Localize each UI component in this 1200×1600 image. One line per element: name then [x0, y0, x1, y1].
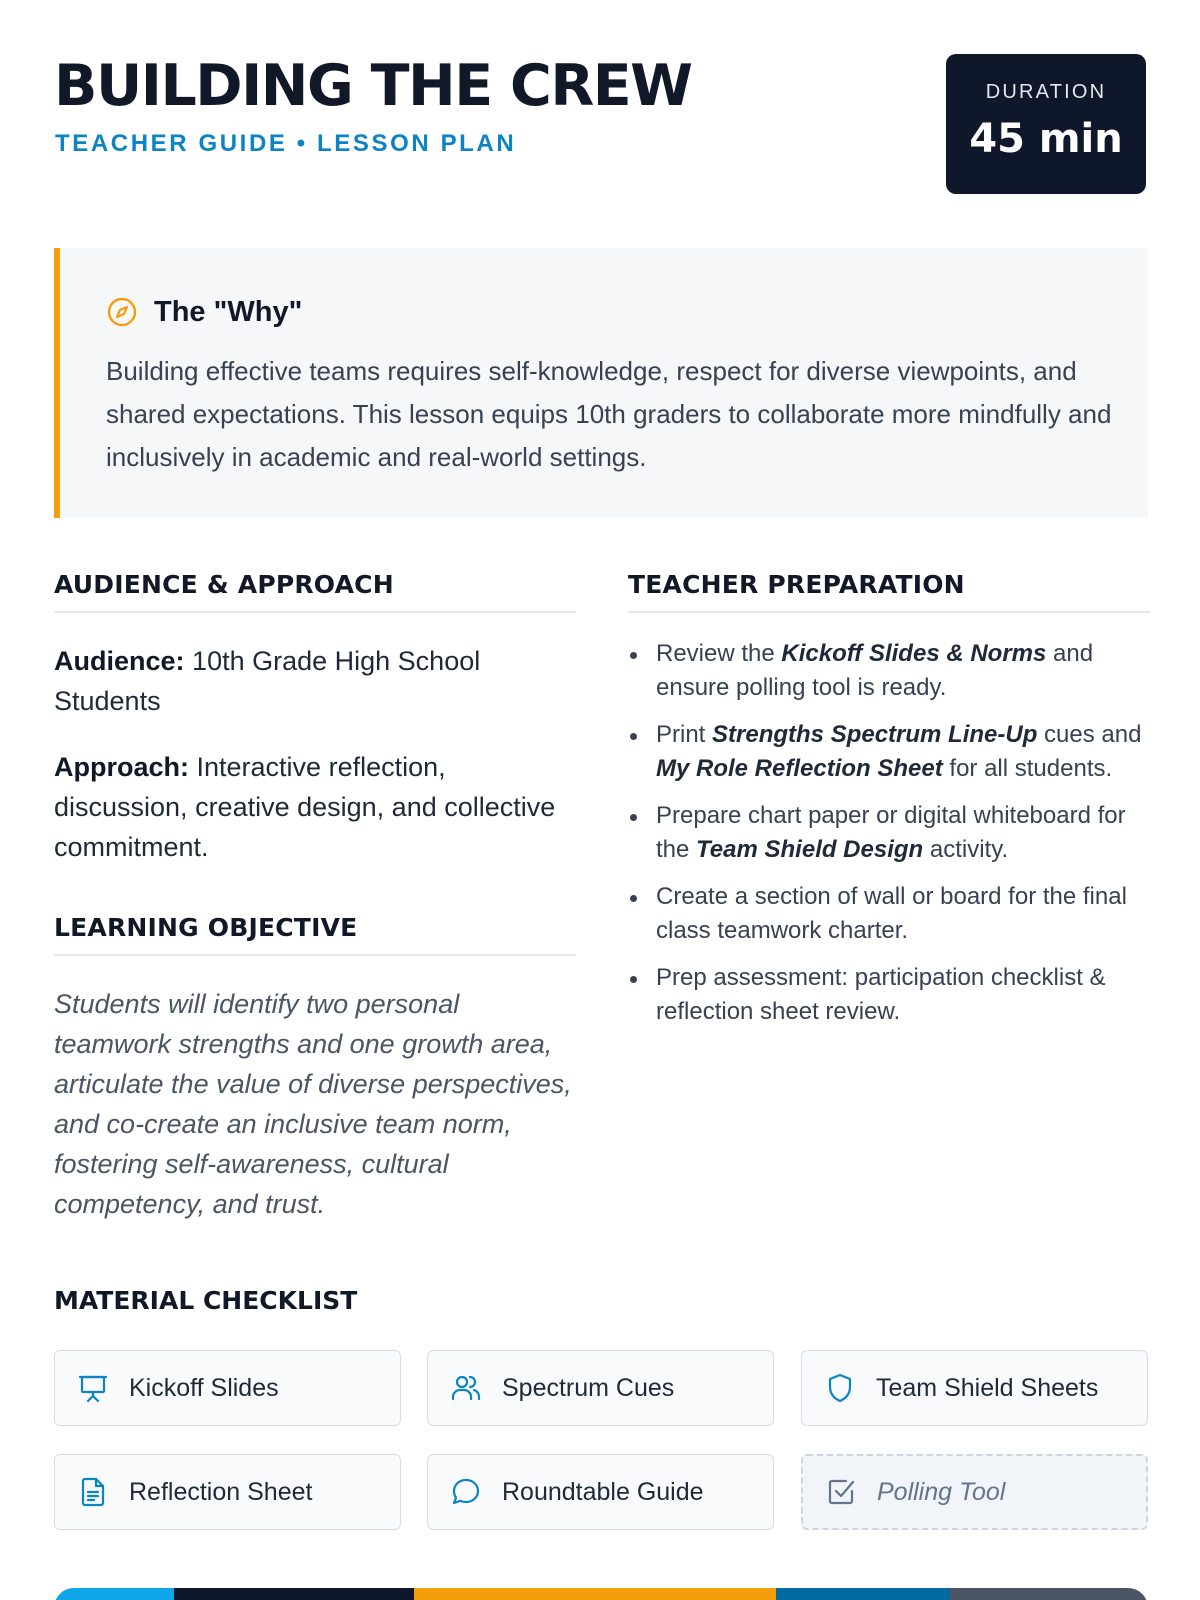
objective-heading: LEARNING OBJECTIVE: [54, 913, 576, 956]
list-item: Create a section of wall or board for the final class teamwork charter.: [628, 880, 1150, 948]
footer-color-bar: [54, 1588, 1148, 1600]
footer-bar-segment: [950, 1588, 1148, 1600]
why-heading: [106, 292, 302, 332]
footer-bar-segment: [776, 1588, 950, 1600]
material-label: Spectrum Cues: [502, 1373, 675, 1402]
approach-value: Interactive reflection, discussion, creative design, and collective commitment.: [54, 752, 556, 862]
material-spectrum-cues[interactable]: [427, 1350, 774, 1426]
why-title: The "Why": [154, 295, 303, 328]
material-reflection-sheet[interactable]: [54, 1454, 401, 1530]
material-label: Reflection Sheet: [129, 1477, 313, 1506]
approach-label: Approach:: [54, 752, 189, 782]
list-item: Prepare chart paper or digital whiteboard for the Team Shield Design activity.: [628, 799, 1150, 867]
checkbox-icon: [825, 1476, 857, 1508]
materials-heading: MATERIAL CHECKLIST: [54, 1286, 358, 1315]
material-label: Roundtable Guide: [502, 1477, 704, 1506]
material-label: Team Shield Sheets: [876, 1373, 1099, 1402]
duration-label: DURATION: [985, 81, 1107, 103]
preparation-heading: TEACHER PREPARATION: [628, 570, 1150, 613]
preparation-list: [628, 637, 1150, 1029]
material-polling-tool[interactable]: [801, 1454, 1148, 1530]
header: [54, 54, 1146, 194]
presentation-icon: [77, 1372, 109, 1404]
audience-value: 10th Grade High School Students: [54, 646, 481, 716]
material-label: Polling Tool: [877, 1477, 1006, 1506]
duration-badge: [946, 54, 1146, 194]
approach-text: [54, 747, 576, 867]
audience-text: [54, 641, 576, 721]
footer-bar-segment: [414, 1588, 776, 1600]
materials-grid: [54, 1350, 1148, 1536]
page-title: BUILDING THE CREW: [54, 53, 692, 119]
footer-bar-segment: [174, 1588, 414, 1600]
right-column: [628, 570, 1150, 1042]
page-subtitle: TEACHER GUIDE • LESSON PLAN: [55, 130, 517, 157]
left-column: [54, 570, 576, 1224]
duration-value: 45 min: [969, 116, 1123, 162]
chat-bubble-icon: [450, 1476, 482, 1508]
objective-text: Students will identify two personal teamwork strengths and one growth area, articulate the value of diverse perspectives, and co-create an inclusive team norm, fostering self-awareness, cultural competency, and trust.: [54, 989, 572, 1219]
document-icon: [77, 1476, 109, 1508]
list-item: Review the Kickoff Slides & Norms and ensure polling tool is ready.: [628, 637, 1150, 705]
users-icon: [450, 1372, 482, 1404]
shield-icon: [824, 1372, 856, 1404]
list-item: Prep assessment: participation checklist & reflection sheet review.: [628, 961, 1150, 1029]
material-team-shield-sheets[interactable]: [801, 1350, 1148, 1426]
material-kickoff-slides[interactable]: [54, 1350, 401, 1426]
material-label: Kickoff Slides: [129, 1373, 279, 1402]
why-callout: [54, 248, 1148, 518]
why-body: Building effective teams requires self-knowledge, respect for diverse viewpoints, and shared expectations. This lesson equips 10th graders to collaborate more mindfully and inclusively in academic and real-world settings.: [106, 356, 1112, 472]
audience-heading: AUDIENCE & APPROACH: [54, 570, 576, 613]
audience-label: Audience:: [54, 646, 185, 676]
compass-icon: [106, 296, 138, 328]
footer-bar-segment: [54, 1588, 174, 1600]
list-item: Print Strengths Spectrum Line-Up cues and My Role Reflection Sheet for all students.: [628, 718, 1150, 786]
material-roundtable-guide[interactable]: [427, 1454, 774, 1530]
